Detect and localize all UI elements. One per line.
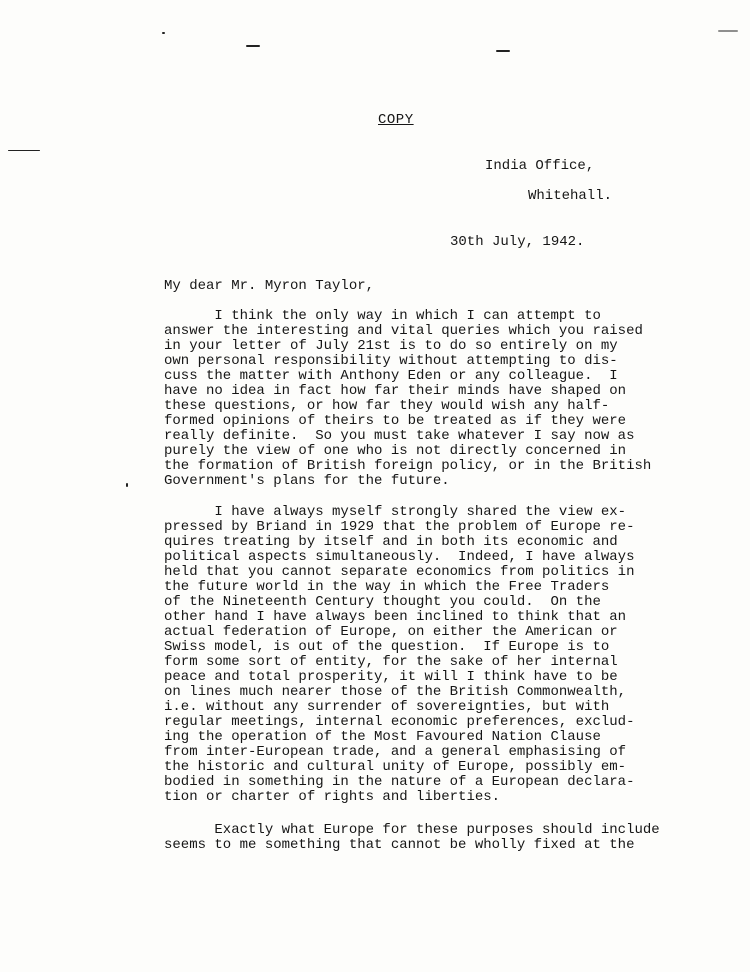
text-line: purely the view of one who is not directly concerned in — [164, 443, 627, 459]
address-line-1: India Office, — [485, 158, 595, 174]
text-line: formed opinions of theirs to be treated as if they were — [164, 413, 627, 429]
address-line-2: Whitehall. — [528, 188, 613, 204]
text-line: form some sort of entity, for the sake of her internal — [164, 654, 618, 670]
text-line: these questions, or how far they would wish any half- — [164, 398, 610, 414]
text-line: on lines much nearer those of the British Commonwealth, — [164, 684, 627, 700]
text-line: bodied in something in the nature of a European declara- — [164, 774, 635, 790]
text-line: ing the operation of the Most Favoured Nation Clause — [164, 729, 601, 745]
text-line: Swiss model, is out of the question. If Europe is to — [164, 639, 610, 655]
text-line: actual federation of Europe, on either the American or — [164, 624, 618, 640]
text-line: tion or charter of rights and liberties. — [164, 789, 501, 805]
text-line: cuss the matter with Anthony Eden or any colleague. I — [164, 368, 618, 384]
scan-mark-left-margin — [8, 150, 40, 151]
text-line: quires treating by itself and in both its economic and — [164, 534, 618, 550]
copy-label: COPY — [378, 112, 414, 128]
text-line: the formation of British foreign policy, or in the British — [164, 458, 652, 474]
salutation: My dear Mr. Myron Taylor, — [164, 278, 375, 294]
text-line: in your letter of July 21st is to do so entirely on my — [164, 338, 618, 354]
text-line: pressed by Briand in 1929 that the problem of Europe re- — [164, 519, 635, 535]
text-line: from inter-European trade, and a general emphasising of — [164, 744, 627, 760]
scan-speck-top — [162, 32, 165, 34]
text-line: have no idea in fact how far their minds have shaped on — [164, 383, 627, 399]
scan-speck-left — [126, 483, 128, 487]
text-line: Exactly what Europe for these purposes should include — [164, 822, 660, 838]
paragraph-3 — [164, 823, 724, 853]
text-line: answer the interesting and vital queries which you raised — [164, 323, 643, 339]
text-line: I have always myself strongly shared the view ex- — [164, 504, 627, 520]
text-line: peace and total prosperity, it will I think have to be — [164, 669, 618, 685]
scan-mark-top-center — [496, 50, 510, 52]
text-line: really definite. So you must take whatever I say now as — [164, 428, 635, 444]
text-line: other hand I have always been inclined to think that an — [164, 609, 627, 625]
text-line: Government's plans for the future. — [164, 473, 450, 489]
text-line: seems to me something that cannot be wholly fixed at the — [164, 837, 635, 853]
paragraph-2 — [164, 505, 724, 805]
paragraph-1 — [164, 309, 724, 489]
text-line: i.e. without any surrender of sovereignties, but with — [164, 699, 610, 715]
text-line: political aspects simultaneously. Indeed, I have always — [164, 549, 635, 565]
text-line: of the Nineteenth Century thought you could. On the — [164, 594, 601, 610]
text-line: regular meetings, internal economic preferences, exclud- — [164, 714, 635, 730]
scan-mark-top-left — [246, 45, 260, 47]
text-line: held that you cannot separate economics from politics in — [164, 564, 635, 580]
text-line: I think the only way in which I can attempt to — [164, 308, 601, 324]
letter-date: 30th July, 1942. — [450, 234, 585, 250]
text-line: own personal responsibility without attempting to dis- — [164, 353, 618, 369]
text-line: the future world in the way in which the Free Traders — [164, 579, 610, 595]
text-line: the historic and cultural unity of Europe, possibly em- — [164, 759, 627, 775]
scan-speck-corner — [718, 30, 738, 32]
